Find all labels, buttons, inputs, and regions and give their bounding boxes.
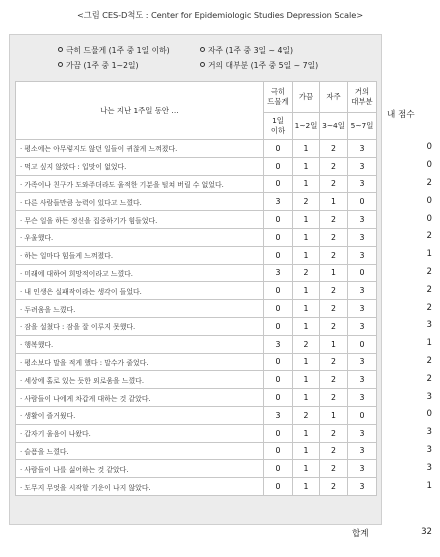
column-header: 가끔 — [293, 82, 320, 113]
score-option[interactable]: 2 — [293, 193, 320, 211]
score-option[interactable]: 1 — [293, 478, 320, 496]
question-text: · 평소에는 아무렇지도 않던 일들이 귀찮게 느껴졌다. — [16, 140, 264, 158]
score-option[interactable]: 1 — [293, 424, 320, 442]
score-option[interactable]: 1 — [293, 371, 320, 389]
score-option[interactable]: 3 — [348, 300, 377, 318]
my-score-value: 2 — [426, 373, 432, 384]
question-text: · 사람들이 나를 싫어하는 것 같았다. — [16, 460, 264, 478]
table-row — [16, 175, 377, 193]
question-text: · 사람들이 나에게 차갑게 대하는 것 같았다. — [16, 389, 264, 407]
score-option[interactable]: 3 — [348, 371, 377, 389]
score-option[interactable]: 1 — [320, 193, 348, 211]
table-row — [16, 228, 377, 246]
score-option[interactable]: 3 — [348, 317, 377, 335]
score-option[interactable]: 2 — [320, 371, 348, 389]
score-option[interactable]: 0 — [264, 282, 293, 300]
score-option[interactable]: 1 — [293, 282, 320, 300]
table-row — [16, 140, 377, 158]
column-header: 거의 대부분 — [348, 82, 377, 113]
table-row — [16, 317, 377, 335]
score-option[interactable]: 2 — [320, 157, 348, 175]
score-option[interactable]: 2 — [320, 389, 348, 407]
my-score-value: 2 — [426, 177, 432, 188]
score-option[interactable]: 2 — [293, 335, 320, 353]
question-text: · 내 인생은 실패작이라는 생각이 들었다. — [16, 282, 264, 300]
score-option[interactable]: 0 — [264, 478, 293, 496]
circle-bullet-icon — [200, 47, 205, 52]
score-option[interactable]: 1 — [293, 317, 320, 335]
score-option[interactable]: 2 — [320, 353, 348, 371]
score-option[interactable]: 3 — [348, 353, 377, 371]
score-option[interactable]: 0 — [264, 228, 293, 246]
table-row — [16, 353, 377, 371]
question-text: · 세상에 홀로 있는 듯한 외로움을 느꼈다. — [16, 371, 264, 389]
question-header: 나는 지난 1주일 동안 … — [16, 82, 264, 140]
table-row — [16, 282, 377, 300]
score-option[interactable]: 1 — [293, 140, 320, 158]
my-score-value: 3 — [426, 320, 432, 331]
score-option[interactable]: 0 — [348, 264, 377, 282]
question-text: · 먹고 싶지 않았다 : 입맛이 없었다. — [16, 157, 264, 175]
score-option[interactable]: 1 — [320, 264, 348, 282]
score-option[interactable]: 1 — [320, 406, 348, 424]
table-row — [16, 478, 377, 496]
score-option[interactable]: 0 — [264, 211, 293, 229]
score-option[interactable]: 0 — [348, 406, 377, 424]
ces-d-form — [9, 34, 382, 525]
question-text: · 미래에 대하여 희망적이라고 느꼈다. — [16, 264, 264, 282]
score-option[interactable]: 1 — [293, 353, 320, 371]
score-option[interactable]: 3 — [348, 460, 377, 478]
my-score-value: 2 — [426, 355, 432, 366]
legend-item: 자주 (1주 중 3일 ~ 4일) — [200, 45, 293, 56]
score-option[interactable]: 1 — [293, 175, 320, 193]
score-option[interactable]: 1 — [320, 335, 348, 353]
my-score-value: 0 — [426, 195, 432, 206]
my-score-value: 1 — [426, 338, 432, 349]
score-option[interactable]: 1 — [293, 300, 320, 318]
score-option[interactable]: 0 — [264, 157, 293, 175]
circle-bullet-icon — [58, 47, 63, 52]
question-text: · 생활이 즐거웠다. — [16, 406, 264, 424]
table-row — [16, 406, 377, 424]
my-score-value: 0 — [426, 409, 432, 420]
score-option[interactable]: 0 — [264, 442, 293, 460]
score-option[interactable]: 1 — [293, 389, 320, 407]
score-option[interactable]: 1 — [293, 228, 320, 246]
score-option[interactable]: 2 — [293, 264, 320, 282]
score-option[interactable]: 3 — [264, 193, 293, 211]
score-option[interactable]: 0 — [264, 460, 293, 478]
figure-caption: <그림 CES-D척도 : Center for Epidemiologic Studies Depression Scale> — [76, 10, 364, 20]
my-score-value: 0 — [426, 213, 432, 224]
score-option[interactable]: 3 — [348, 424, 377, 442]
score-option[interactable]: 0 — [264, 246, 293, 264]
question-text: · 다른 사람들만큼 능력이 있다고 느꼈다. — [16, 193, 264, 211]
score-option[interactable]: 3 — [264, 335, 293, 353]
my-score-value: 3 — [426, 427, 432, 438]
score-option[interactable]: 0 — [348, 193, 377, 211]
score-option[interactable]: 2 — [320, 140, 348, 158]
circle-bullet-icon — [200, 62, 205, 67]
table-row — [16, 460, 377, 478]
score-option[interactable]: 1 — [293, 460, 320, 478]
questionnaire-table — [15, 81, 377, 496]
score-option[interactable]: 3 — [348, 157, 377, 175]
score-option[interactable]: 2 — [320, 424, 348, 442]
score-option[interactable]: 2 — [320, 442, 348, 460]
my-score-value: 2 — [426, 284, 432, 295]
table-row — [16, 300, 377, 318]
score-option[interactable]: 1 — [293, 246, 320, 264]
score-option[interactable]: 2 — [320, 228, 348, 246]
my-score-value: 1 — [426, 480, 432, 491]
question-text: · 평소보다 말을 적게 했다 : 말수가 줄었다. — [16, 353, 264, 371]
score-option[interactable]: 0 — [264, 175, 293, 193]
table-row — [16, 246, 377, 264]
my-score-value: 3 — [426, 391, 432, 402]
legend-item: 거의 대부분 (1주 중 5일 ~ 7일) — [200, 60, 318, 71]
question-text: · 무슨 일을 하든 정신을 집중하기가 힘들었다. — [16, 211, 264, 229]
score-option[interactable]: 2 — [320, 211, 348, 229]
column-header: 극히 드물게 — [264, 82, 293, 113]
response-legend — [10, 35, 381, 78]
table-row — [16, 371, 377, 389]
score-option[interactable]: 0 — [264, 371, 293, 389]
table-row — [16, 442, 377, 460]
score-option[interactable]: 0 — [264, 389, 293, 407]
score-option[interactable]: 0 — [264, 353, 293, 371]
legend-item: 극히 드물게 (1주 중 1일 이하) — [58, 45, 170, 56]
column-subheader: 5~7일 — [348, 113, 377, 140]
table-row — [16, 335, 377, 353]
score-option[interactable]: 2 — [293, 406, 320, 424]
table-row — [16, 157, 377, 175]
my-score-value: 0 — [426, 160, 432, 171]
my-score-value: 3 — [426, 462, 432, 473]
score-option[interactable]: 3 — [348, 228, 377, 246]
score-option[interactable]: 3 — [348, 442, 377, 460]
question-text: · 가족이나 친구가 도와주더라도 울적한 기분을 털쳐 버릴 수 없었다. — [16, 175, 264, 193]
my-score-value: 1 — [426, 249, 432, 260]
my-score-header: 내 점수 — [387, 110, 415, 120]
question-text: · 행복했다. — [16, 335, 264, 353]
score-option[interactable]: 1 — [293, 157, 320, 175]
score-option[interactable]: 3 — [348, 246, 377, 264]
question-text: · 우울했다. — [16, 228, 264, 246]
score-option[interactable]: 1 — [293, 211, 320, 229]
circle-bullet-icon — [58, 62, 63, 67]
score-option[interactable]: 0 — [264, 300, 293, 318]
score-option[interactable]: 2 — [320, 175, 348, 193]
score-option[interactable]: 0 — [264, 140, 293, 158]
score-option[interactable]: 3 — [348, 175, 377, 193]
score-option[interactable]: 3 — [348, 211, 377, 229]
question-text: · 갑자기 울음이 나왔다. — [16, 424, 264, 442]
total-value: 32 — [421, 527, 432, 537]
score-option[interactable]: 2 — [320, 282, 348, 300]
score-option[interactable]: 3 — [264, 406, 293, 424]
my-score-value: 2 — [426, 231, 432, 242]
question-text: · 하는 일마다 힘들게 느껴졌다. — [16, 246, 264, 264]
score-option[interactable]: 0 — [348, 335, 377, 353]
column-subheader: 3~4일 — [320, 113, 348, 140]
score-option[interactable]: 2 — [320, 300, 348, 318]
score-option[interactable]: 0 — [264, 317, 293, 335]
my-score-value: 2 — [426, 302, 432, 313]
score-option[interactable]: 1 — [293, 442, 320, 460]
my-score-value: 3 — [426, 444, 432, 455]
my-score-value: 2 — [426, 266, 432, 277]
score-option[interactable]: 0 — [264, 424, 293, 442]
score-option[interactable]: 3 — [264, 264, 293, 282]
score-option[interactable]: 3 — [348, 140, 377, 158]
score-option[interactable]: 2 — [320, 246, 348, 264]
table-row — [16, 389, 377, 407]
question-text: · 두려움을 느꼈다. — [16, 300, 264, 318]
table-row — [16, 211, 377, 229]
score-option[interactable]: 2 — [320, 460, 348, 478]
question-text: · 슬픔을 느꼈다. — [16, 442, 264, 460]
column-subheader: 1~2일 — [293, 113, 320, 140]
score-option[interactable]: 3 — [348, 389, 377, 407]
score-option[interactable]: 3 — [348, 478, 377, 496]
score-option[interactable]: 3 — [348, 282, 377, 300]
question-text: · 잠을 설쳤다 : 잠을 잘 이루지 못했다. — [16, 317, 264, 335]
score-option[interactable]: 2 — [320, 317, 348, 335]
table-row — [16, 193, 377, 211]
table-row — [16, 264, 377, 282]
column-header: 자주 — [320, 82, 348, 113]
score-option[interactable]: 2 — [320, 478, 348, 496]
my-score-value: 0 — [426, 142, 432, 153]
question-text: · 도무지 무엇을 시작할 기운이 나지 않았다. — [16, 478, 264, 496]
total-label: 합계 — [352, 529, 369, 539]
legend-item: 가끔 (1주 중 1~2일) — [58, 60, 139, 71]
table-row — [16, 424, 377, 442]
column-subheader: 1일 이하 — [264, 113, 293, 140]
